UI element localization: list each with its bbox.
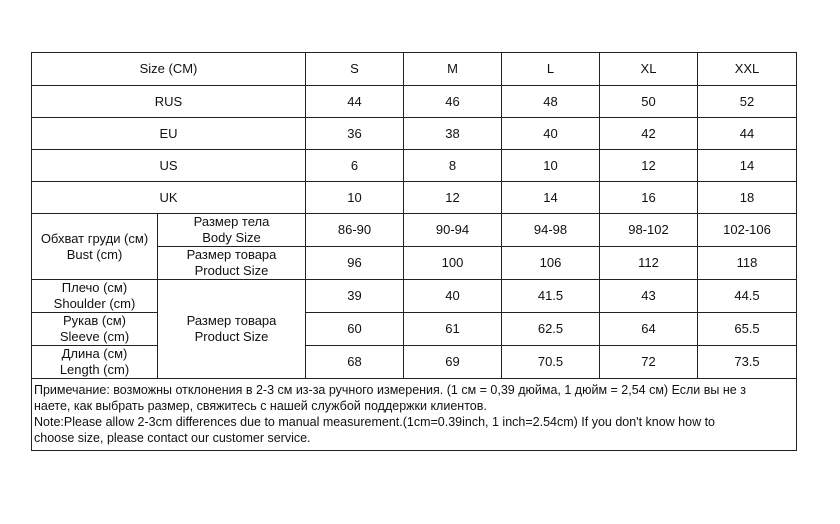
- table-row-bust-body-size: [32, 214, 797, 247]
- table-row-us: [32, 150, 797, 182]
- table-cell: 98-102: [600, 214, 698, 247]
- sleeve-label: [32, 313, 158, 346]
- table-row-uk: [32, 182, 797, 214]
- table-cell: 69: [404, 346, 502, 379]
- table-cell: 46: [404, 86, 502, 118]
- row-label: RUS: [32, 86, 306, 118]
- table-cell: 39: [306, 280, 404, 313]
- size-header-label: Size (CM): [32, 53, 306, 86]
- table-cell: 61: [404, 313, 502, 346]
- table-row-rus: [32, 86, 797, 118]
- table-cell: 102-106: [698, 214, 797, 247]
- table-cell: 36: [306, 118, 404, 150]
- table-cell: 38: [404, 118, 502, 150]
- note-ru-line-1: Примечание: возможны отклонения в 2-3 см из-за ручного измерения. (1 см = 0,39 дюйма, 1 дюйм = 2,54 см) Если вы не з: [34, 383, 746, 397]
- body-size-label-en: Body Size: [202, 230, 261, 245]
- table-cell: 72: [600, 346, 698, 379]
- table-cell: 62.5: [502, 313, 600, 346]
- length-label-en: Length (cm): [59, 362, 130, 377]
- note-row: [32, 379, 797, 451]
- table-cell: 68: [306, 346, 404, 379]
- table-cell: 73.5: [698, 346, 797, 379]
- bust-label-ru: Обхват груди (см): [40, 230, 149, 246]
- size-header-l: L: [502, 53, 600, 86]
- length-label-ru: Длина (см): [61, 346, 128, 361]
- bust-label: [32, 214, 158, 280]
- table-cell: 65.5: [698, 313, 797, 346]
- table-cell: 12: [600, 150, 698, 182]
- size-header-xl: XL: [600, 53, 698, 86]
- table-row-eu: [32, 118, 797, 150]
- table-cell: 60: [306, 313, 404, 346]
- note-en-line-1: Note:Please allow 2-3cm differences due to manual measurement.(1cm=0.39inch, 1 inch=2.54cm) If you don't know how to: [34, 415, 715, 429]
- table-cell: 48: [502, 86, 600, 118]
- table-cell: 12: [404, 182, 502, 214]
- note-en-line-2: choose size, please contact our customer service.: [34, 431, 311, 445]
- table-cell: 106: [502, 247, 600, 280]
- table-cell: 10: [502, 150, 600, 182]
- table-cell: 112: [600, 247, 698, 280]
- size-header-s: S: [306, 53, 404, 86]
- shoulder-label: [32, 280, 158, 313]
- table-cell: 100: [404, 247, 502, 280]
- table-cell: 44: [698, 118, 797, 150]
- table-cell: 40: [404, 280, 502, 313]
- measurement-note: [32, 379, 797, 451]
- table-cell: 14: [502, 182, 600, 214]
- table-cell: 43: [600, 280, 698, 313]
- size-chart-table: [31, 52, 797, 451]
- product-size-label: [158, 247, 306, 280]
- body-size-label: [158, 214, 306, 247]
- table-cell: 10: [306, 182, 404, 214]
- product-size-group-label: [158, 280, 306, 379]
- table-cell: 94-98: [502, 214, 600, 247]
- bust-label-en: Bust (cm): [66, 246, 123, 262]
- table-cell: 14: [698, 150, 797, 182]
- table-cell: 50: [600, 86, 698, 118]
- length-label: [32, 346, 158, 379]
- table-cell: 96: [306, 247, 404, 280]
- shoulder-label-ru: Плечо (см): [61, 280, 128, 295]
- row-label: UK: [32, 182, 306, 214]
- sleeve-label-en: Sleeve (cm): [59, 329, 130, 344]
- table-cell: 42: [600, 118, 698, 150]
- size-header-xxl: XXL: [698, 53, 797, 86]
- table-cell: 86-90: [306, 214, 404, 247]
- table-cell: 118: [698, 247, 797, 280]
- table-row-shoulder: [32, 280, 797, 313]
- table-cell: 40: [502, 118, 600, 150]
- table-cell: 70.5: [502, 346, 600, 379]
- table-cell: 16: [600, 182, 698, 214]
- table-cell: 44: [306, 86, 404, 118]
- table-cell: 52: [698, 86, 797, 118]
- body-size-label-ru: Размер тела: [193, 214, 270, 229]
- table-cell: 44.5: [698, 280, 797, 313]
- product-size-group-label-en: Product Size: [194, 329, 269, 344]
- table-cell: 64: [600, 313, 698, 346]
- table-row-sleeve: [32, 313, 797, 346]
- shoulder-label-en: Shoulder (cm): [53, 296, 136, 311]
- header-row: [32, 53, 797, 86]
- table-cell: 18: [698, 182, 797, 214]
- size-header-m: M: [404, 53, 502, 86]
- table-cell: 8: [404, 150, 502, 182]
- row-label: US: [32, 150, 306, 182]
- table-cell: 41.5: [502, 280, 600, 313]
- product-size-label-en: Product Size: [194, 263, 269, 278]
- row-label: EU: [32, 118, 306, 150]
- product-size-label-ru: Размер товара: [186, 247, 277, 262]
- sleeve-label-ru: Рукав (см): [63, 313, 126, 328]
- table-cell: 6: [306, 150, 404, 182]
- note-ru-line-2: наете, как выбрать размер, свяжитесь с нашей службой поддержки клиентов.: [34, 399, 487, 413]
- table-row-length: [32, 346, 797, 379]
- table-cell: 90-94: [404, 214, 502, 247]
- product-size-group-label-ru: Размер товара: [186, 313, 277, 328]
